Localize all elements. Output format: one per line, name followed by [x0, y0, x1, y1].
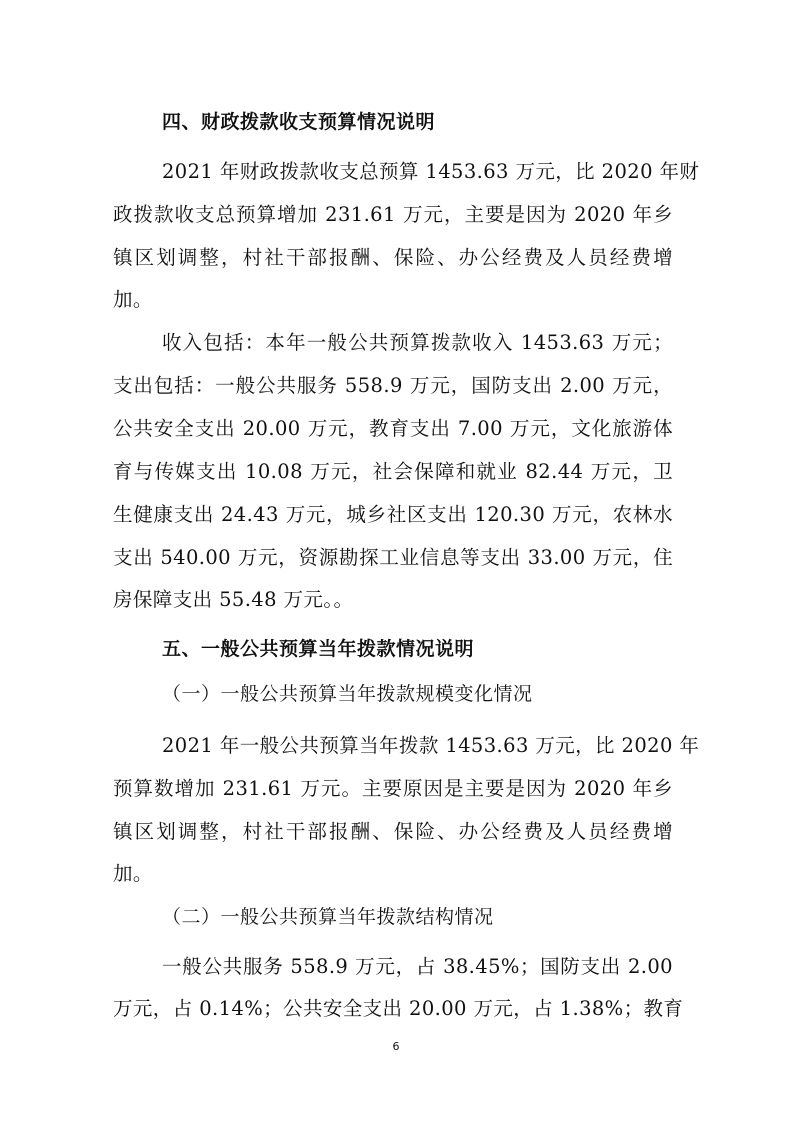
paragraph-line: 加。 — [113, 288, 153, 311]
paragraph-line: 公共安全支出 20.00 万元，教育支出 7.00 万元，文化旅游体 — [113, 417, 673, 440]
paragraph-line: 镇区划调整，村社干部报酬、保险、办公经费及人员经费增 — [113, 820, 673, 843]
page-number: 6 — [392, 1040, 400, 1053]
paragraph-line: 2021 年一般公共预算当年拨款 1453.63 万元，比 2020 年 — [162, 734, 700, 757]
paragraph-line: 育与传媒支出 10.08 万元，社会保障和就业 82.44 万元，卫 — [113, 460, 673, 483]
subsection-1-heading: （一）一般公共预算当年拨款规模变化情况 — [162, 683, 533, 705]
paragraph-line: 政拨款收支总预算增加 231.61 万元，主要是因为 2020 年乡 — [113, 203, 673, 226]
subsection-2-heading: （二）一般公共预算当年拨款结构情况 — [162, 906, 494, 928]
paragraph-line: 一般公共服务 558.9 万元，占 38.45%；国防支出 2.00 — [162, 955, 673, 978]
paragraph-line: 支出包括：一般公共服务 558.9 万元，国防支出 2.00 万元， — [113, 374, 673, 397]
paragraph-line: 镇区划调整，村社干部报酬、保险、办公经费及人员经费增 — [113, 246, 673, 269]
paragraph-line: 2021 年财政拨款收支总预算 1453.63 万元，比 2020 年财 — [162, 160, 700, 183]
section-4-heading: 四、财政拨款收支预算情况说明 — [162, 111, 436, 133]
section-5-heading: 五、一般公共预算当年拨款情况说明 — [162, 638, 475, 660]
paragraph-line: 收入包括：本年一般公共预算拨款收入 1453.63 万元； — [162, 331, 673, 354]
paragraph-line: 万元，占 0.14%；公共安全支出 20.00 万元，占 1.38%；教育 — [113, 997, 684, 1020]
paragraph-line: 支出 540.00 万元，资源勘探工业信息等支出 33.00 万元，住 — [113, 546, 673, 569]
paragraph-line: 生健康支出 24.43 万元，城乡社区支出 120.30 万元，农林水 — [113, 503, 673, 526]
paragraph-line: 加。 — [113, 862, 153, 885]
paragraph-line: 预算数增加 231.61 万元。主要原因是主要是因为 2020 年乡 — [113, 777, 673, 800]
paragraph-line: 房保障支出 55.48 万元。。 — [113, 588, 354, 611]
